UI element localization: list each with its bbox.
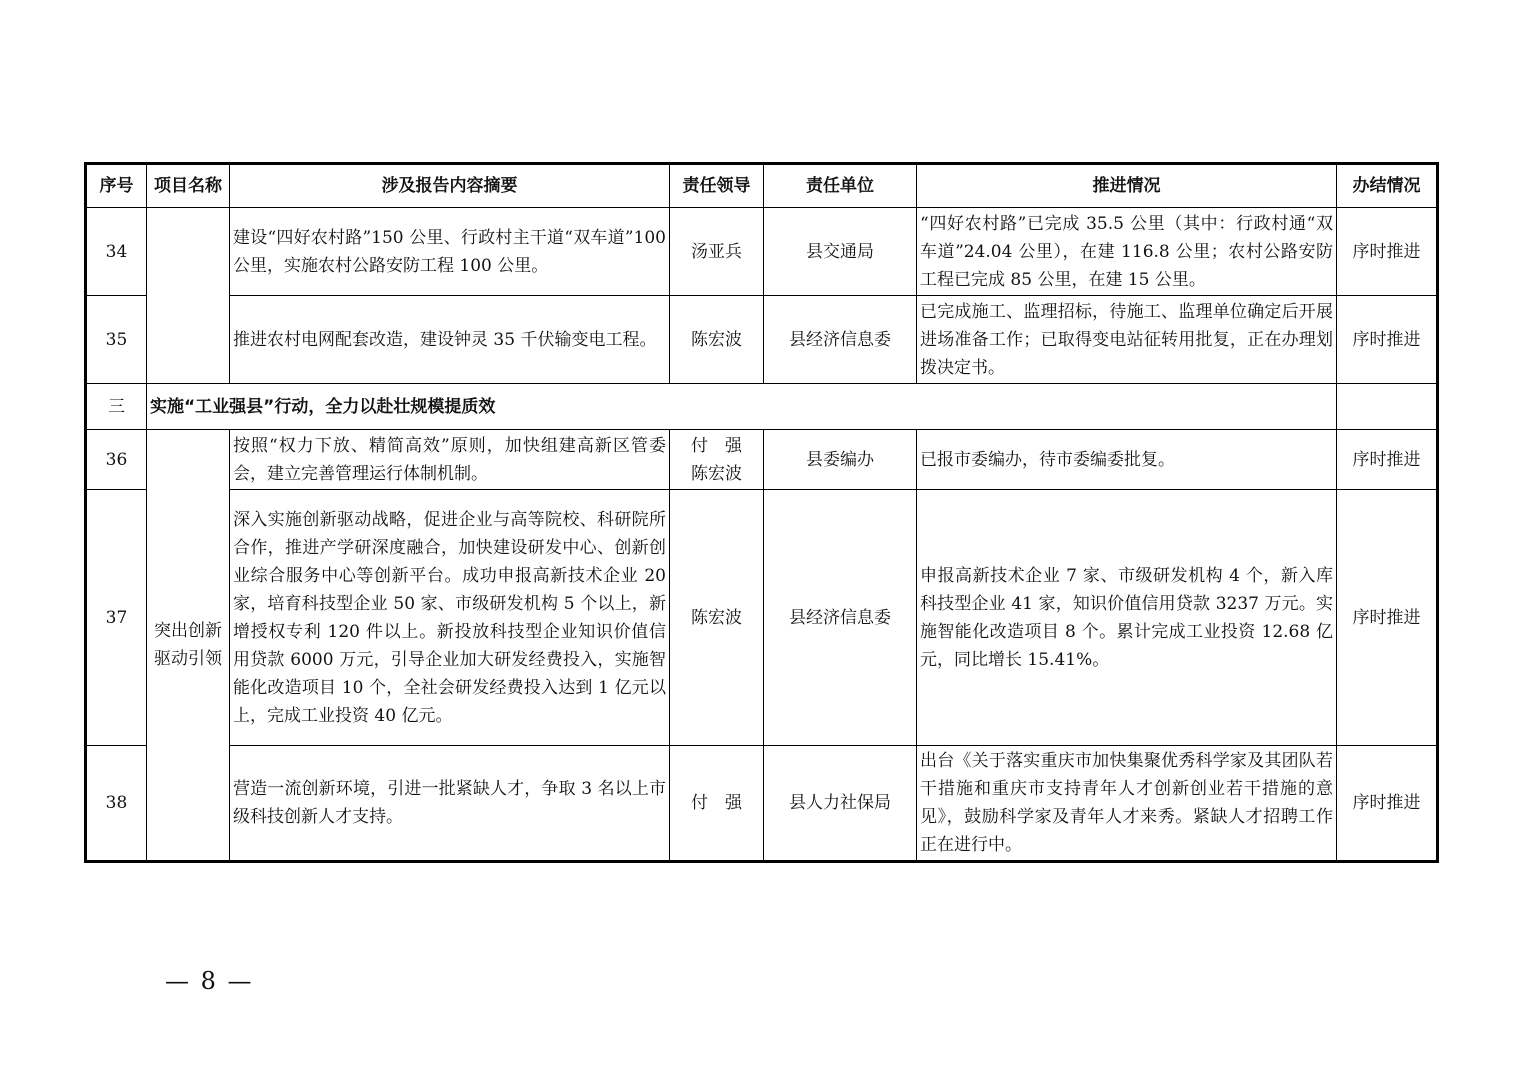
- row-progress: 出台《关于落实重庆市加快集聚优秀科学家及其团队若干措施和重庆市支持青年人才创新创业若干措施的意见》，鼓励科学家及青年人才来秀。紧缺人才招聘工作正在进行中。: [917, 746, 1337, 862]
- row-status: 序时推进: [1337, 208, 1438, 296]
- header-progress: 推进情况: [917, 164, 1337, 208]
- row-leader: 陈宏波: [670, 296, 764, 384]
- row-leader: 陈宏波: [670, 490, 764, 746]
- table-row: [86, 430, 1438, 490]
- report-table: [84, 162, 1439, 863]
- row-status: 序时推进: [1337, 296, 1438, 384]
- project-name-cell: 突出创新驱动引领: [147, 430, 230, 862]
- row-unit: 县人力社保局: [764, 746, 917, 862]
- header-row: [86, 164, 1438, 208]
- row-leader: [670, 430, 764, 490]
- row-no: 38: [86, 746, 147, 862]
- row-no: 35: [86, 296, 147, 384]
- row-status: 序时推进: [1337, 430, 1438, 490]
- page-number: — 8 —: [165, 967, 254, 995]
- header-project-name: 项目名称: [147, 164, 230, 208]
- row-unit: 县委编办: [764, 430, 917, 490]
- row-no: 37: [86, 490, 147, 746]
- row-summary: 营造一流创新环境，引进一批紧缺人才，争取 3 名以上市级科技创新人才支持。: [230, 746, 670, 862]
- section-title: 实施“工业强县”行动，全力以赴壮规模提质效: [147, 384, 1337, 430]
- row-status: 序时推进: [1337, 490, 1438, 746]
- section-status-cell: [1337, 384, 1438, 430]
- row-summary: 推进农村电网配套改造，建设钟灵 35 千伏输变电工程。: [230, 296, 670, 384]
- row-summary: 深入实施创新驱动战略，促进企业与高等院校、科研院所合作，推进产学研深度融合，加快建设研发中心、创新创业综合服务中心等创新平台。成功申报高新技术企业 20 家，培育科技型企业 50 家、市级研发机构 5 个以上，新增授权专利 120 件以上。新投放科技型企业知识价值信用贷款 6000 万元，引导企业加大研发经费投入，实施智能化改造项目 10 个，全社会研发经费投入达到 1 亿元以上，完成工业投资 40 亿元。: [230, 490, 670, 746]
- section-row: [86, 384, 1438, 430]
- table-row: [86, 296, 1438, 384]
- row-summary: 建设“四好农村路”150 公里、行政村主干道“双车道”100 公里，实施农村公路安防工程 100 公里。: [230, 208, 670, 296]
- row-progress: 已完成施工、监理招标，待施工、监理单位确定后开展进场准备工作；已取得变电站征转用批复，正在办理划拨决定书。: [917, 296, 1337, 384]
- row-unit: 县交通局: [764, 208, 917, 296]
- row-unit: 县经济信息委: [764, 490, 917, 746]
- header-leader: 责任领导: [670, 164, 764, 208]
- header-unit: 责任单位: [764, 164, 917, 208]
- row-no: 34: [86, 208, 147, 296]
- row-progress: 已报市委编办，待市委编委批复。: [917, 430, 1337, 490]
- row-progress: 申报高新技术企业 7 家、市级研发机构 4 个，新入库科技型企业 41 家，知识价值信用贷款 3237 万元。实施智能化改造项目 8 个。累计完成工业投资 12.68 亿元，同比增长 15.41%。: [917, 490, 1337, 746]
- row-leader: 汤亚兵: [670, 208, 764, 296]
- row-status: 序时推进: [1337, 746, 1438, 862]
- row-progress: “四好农村路”已完成 35.5 公里（其中：行政村通“双车道”24.04 公里），在建 116.8 公里；农村公路安防工程已完成 85 公里，在建 15 公里。: [917, 208, 1337, 296]
- table-row: [86, 746, 1438, 862]
- header-status: 办结情况: [1337, 164, 1438, 208]
- section-number: 三: [86, 384, 147, 430]
- leader-name: 付 强: [691, 435, 742, 456]
- row-summary: 按照“权力下放、精简高效”原则，加快组建高新区管委会，建立完善管理运行体制机制。: [230, 430, 670, 490]
- leader-name: 陈宏波: [691, 463, 742, 484]
- table-row: [86, 208, 1438, 296]
- row-leader: 付 强: [670, 746, 764, 862]
- row-no: 36: [86, 430, 147, 490]
- table-row: [86, 490, 1438, 746]
- row-unit: 县经济信息委: [764, 296, 917, 384]
- project-name-cell: [147, 208, 230, 384]
- header-no: 序号: [86, 164, 147, 208]
- header-summary: 涉及报告内容摘要: [230, 164, 670, 208]
